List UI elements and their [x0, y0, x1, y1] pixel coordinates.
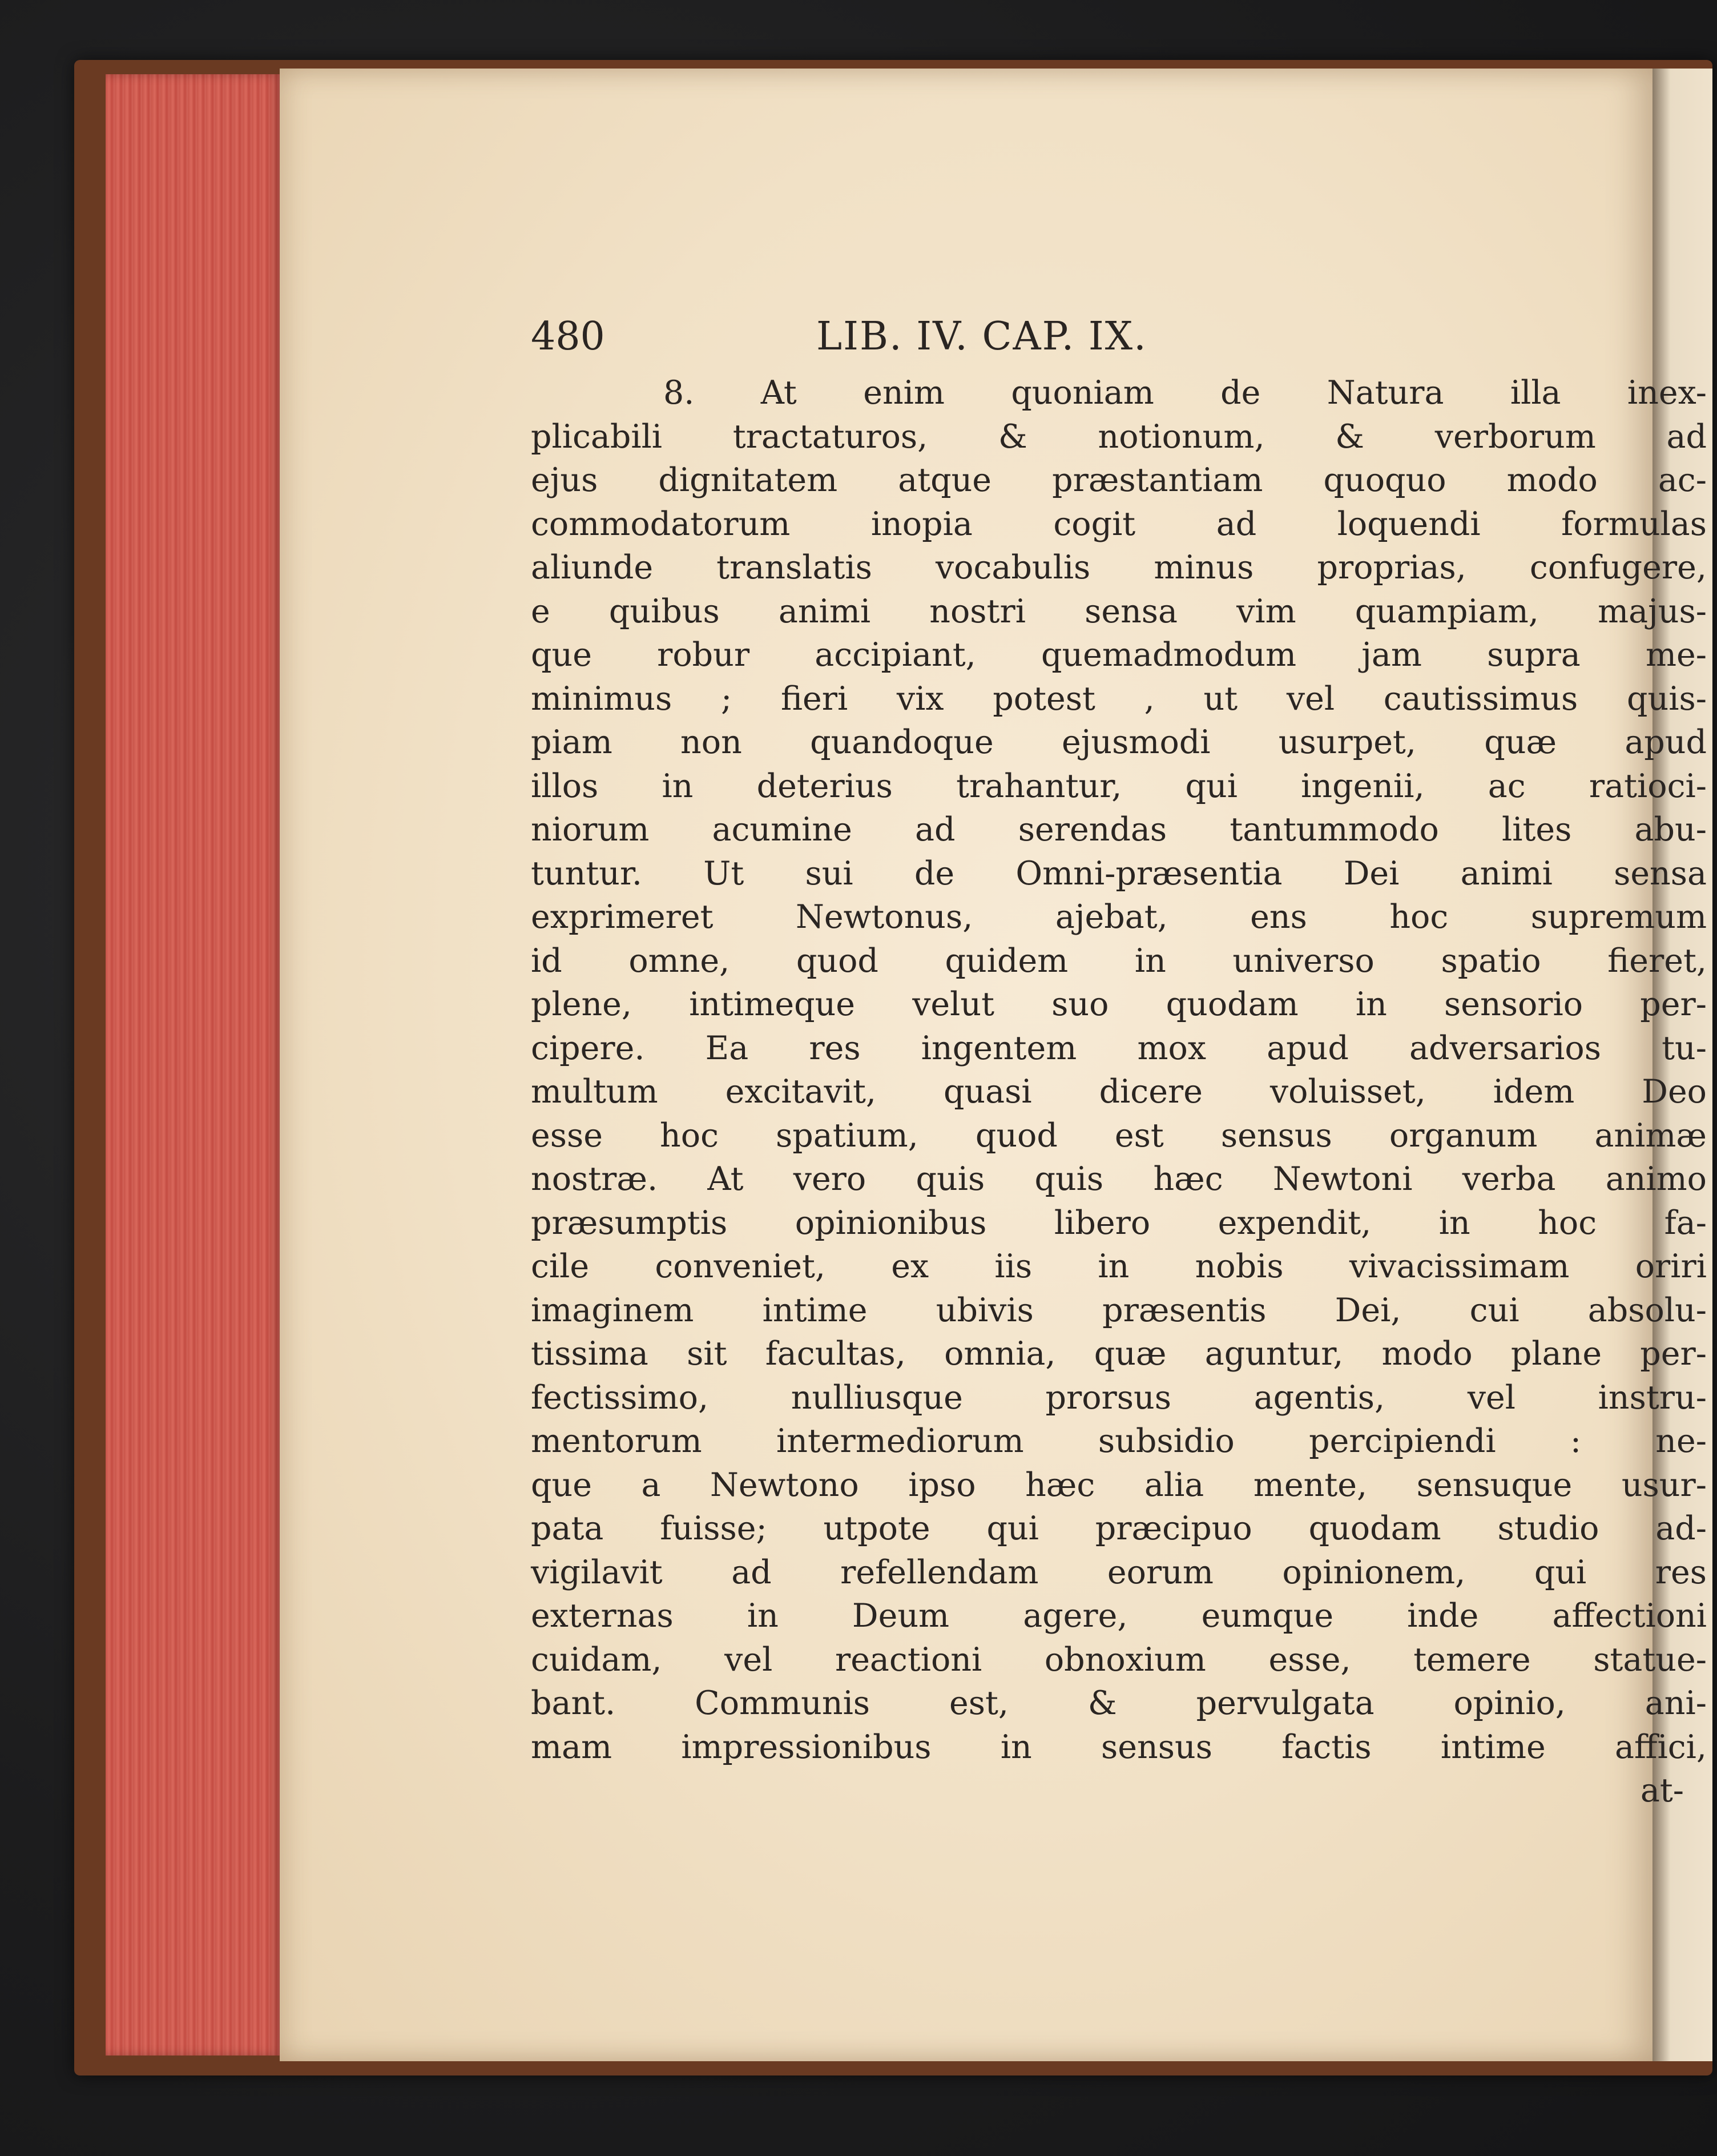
text-line: mentorum intermediorum subsidio percipiendi : ne- [531, 1422, 1707, 1460]
text-line: exprimeret Newtonus, ajebat, ens hoc supremum [531, 898, 1707, 936]
page-edges [106, 74, 283, 2056]
text-line: que a Newtono ipso hæc alia mente, sensuque usur- [531, 1466, 1707, 1504]
text-line: pata fuisse; utpote qui præcipuo quodam studio ad- [531, 1510, 1707, 1547]
text-line: præsumptis opinionibus libero expendit, in hoc fa- [531, 1204, 1707, 1242]
running-head [531, 314, 1707, 371]
text-line: niorum acumine ad serendas tantummodo lites abu- [531, 811, 1707, 848]
text-line: piam non quandoque ejusmodi usurpet, quæ apud [531, 723, 1707, 761]
page-number: 480 [531, 314, 605, 359]
catchword: at- [1640, 1772, 1684, 1809]
running-title: LIB. IV. CAP. IX. [816, 314, 1147, 359]
text-line: externas in Deum agere, eumque inde affectioni [531, 1597, 1707, 1635]
text-line: bant. Communis est, & pervulgata opinio, ani- [531, 1684, 1707, 1722]
text-line: cile conveniet, ex iis in nobis vivacissimam oriri [531, 1248, 1707, 1285]
text-line: minimus ; fieri vix potest , ut vel cautissimus quis- [531, 679, 1707, 718]
text-line: imaginem intime ubivis præsentis Dei, cui absolu- [531, 1291, 1707, 1329]
text-line: fectissimo, nulliusque prorsus agentis, vel instru- [531, 1378, 1707, 1417]
text-line: ejus dignitatem atque præstantiam quoquo modo ac- [531, 461, 1707, 499]
text-line: esse hoc spatium, quod est sensus organum animæ [531, 1116, 1707, 1155]
text-line: cuidam, vel reactioni obnoxium esse, temere statue- [531, 1640, 1707, 1679]
body-text [531, 371, 1707, 1813]
text-line: aliunde translatis vocabulis minus proprias, confugere, [531, 549, 1707, 586]
text-line: id omne, quod quidem in universo spatio fieret, [531, 942, 1707, 980]
text-line: e quibus animi nostri sensa vim quampiam, majus- [531, 592, 1707, 630]
text-line: 8. At enim quoniam de Natura illa inex- [663, 374, 1707, 412]
text-line: vigilavit ad refellendam eorum opinionem, qui res [531, 1553, 1707, 1591]
text-line: multum excitavit, quasi dicere voluisset, idem Deo [531, 1073, 1707, 1111]
text-line: commodatorum inopia cogit ad loquendi formulas [531, 505, 1707, 543]
page-content [531, 314, 1707, 1813]
text-line: plene, intimeque velut suo quodam in sensorio per- [531, 986, 1707, 1023]
book-page [280, 69, 1707, 2061]
text-line: cipere. Ea res ingentem mox apud adversarios tu- [531, 1029, 1707, 1067]
text-line: tuntur. Ut sui de Omni-præsentia Dei animi sensa [531, 854, 1707, 892]
text-line: nostræ. At vero quis quis hæc Newtoni verba animo [531, 1160, 1707, 1198]
text-line: mam impressionibus in sensus factis intime affici, [531, 1728, 1707, 1766]
text-line: tissima sit facultas, omnia, quæ aguntur, modo plane per- [531, 1335, 1707, 1373]
text-line: plicabili tractaturos, & notionum, & verborum ad [531, 417, 1707, 456]
text-line: illos in deterius trahantur, qui ingenii, ac ratioci- [531, 767, 1707, 805]
text-line: que robur accipiant, quemadmodum jam supra me- [531, 636, 1707, 674]
